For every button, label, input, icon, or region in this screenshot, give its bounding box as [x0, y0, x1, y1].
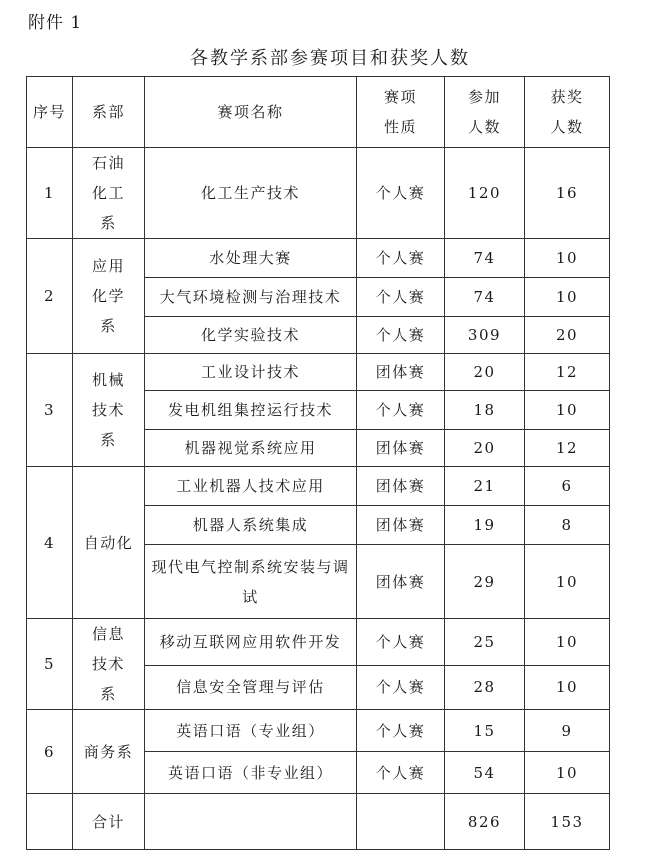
cell-event: 水处理大赛	[145, 239, 357, 278]
table-row	[27, 619, 610, 666]
cell-winners: 20	[525, 317, 610, 354]
cell-event: 信息安全管理与评估	[145, 665, 357, 709]
header-seq: 序号	[27, 77, 73, 148]
cell-event: 移动互联网应用软件开发	[145, 619, 357, 666]
cell-event: 机器视觉系统应用	[145, 430, 357, 467]
cell-participants: 20	[445, 354, 525, 391]
cell-dept: 信息技术系	[73, 619, 145, 710]
cell-participants: 20	[445, 430, 525, 467]
total-row	[27, 794, 610, 850]
cell-nature: 个人赛	[357, 710, 445, 752]
cell-nature: 个人赛	[357, 665, 445, 709]
cell-participants: 309	[445, 317, 525, 354]
cell-dept: 应用化学系	[73, 239, 145, 354]
cell-winners: 10	[525, 752, 610, 794]
cell-empty	[27, 794, 73, 850]
cell-participants: 25	[445, 619, 525, 666]
table-row	[27, 239, 610, 278]
header-nature: 赛项性质	[357, 77, 445, 148]
cell-winners: 6	[525, 467, 610, 506]
cell-nature: 团体赛	[357, 354, 445, 391]
cell-participants: 18	[445, 391, 525, 430]
cell-winners: 12	[525, 430, 610, 467]
cell-event: 英语口语（非专业组）	[145, 752, 357, 794]
header-winners: 获奖人数	[525, 77, 610, 148]
cell-event: 化学实验技术	[145, 317, 357, 354]
cell-participants: 21	[445, 467, 525, 506]
cell-participants: 15	[445, 710, 525, 752]
cell-dept: 石油化工系	[73, 148, 145, 239]
cell-empty	[145, 794, 357, 850]
cell-participants: 54	[445, 752, 525, 794]
cell-participants: 28	[445, 665, 525, 709]
cell-dept: 商务系	[73, 710, 145, 794]
cell-seq: 2	[27, 239, 73, 354]
cell-seq: 1	[27, 148, 73, 239]
table-body	[27, 148, 610, 850]
cell-nature: 个人赛	[357, 278, 445, 317]
cell-winners: 10	[525, 278, 610, 317]
header-event: 赛项名称	[145, 77, 357, 148]
cell-seq: 5	[27, 619, 73, 710]
results-table	[26, 76, 610, 850]
total-label: 合计	[73, 794, 145, 850]
table-row	[27, 467, 610, 506]
cell-winners: 12	[525, 354, 610, 391]
cell-event: 大气环境检测与治理技术	[145, 278, 357, 317]
cell-nature: 个人赛	[357, 317, 445, 354]
table-row	[27, 710, 610, 752]
header-dept: 系部	[73, 77, 145, 148]
attachment-label: 附件 1	[28, 13, 83, 33]
cell-seq: 3	[27, 354, 73, 467]
cell-winners: 10	[525, 391, 610, 430]
cell-nature: 个人赛	[357, 752, 445, 794]
cell-seq: 4	[27, 467, 73, 619]
cell-participants: 29	[445, 545, 525, 619]
document-title: 各教学系部参赛项目和获奖人数	[190, 48, 470, 69]
cell-winners: 8	[525, 506, 610, 545]
cell-nature: 个人赛	[357, 239, 445, 278]
cell-winners: 10	[525, 665, 610, 709]
cell-winners: 10	[525, 239, 610, 278]
cell-event: 工业设计技术	[145, 354, 357, 391]
table-row	[27, 354, 610, 391]
cell-winners: 10	[525, 619, 610, 666]
cell-participants: 19	[445, 506, 525, 545]
cell-seq: 6	[27, 710, 73, 794]
cell-event: 英语口语（专业组）	[145, 710, 357, 752]
header-row	[27, 77, 610, 148]
cell-event: 工业机器人技术应用	[145, 467, 357, 506]
cell-nature: 团体赛	[357, 545, 445, 619]
cell-nature: 个人赛	[357, 619, 445, 666]
cell-participants: 74	[445, 278, 525, 317]
cell-nature: 个人赛	[357, 148, 445, 239]
cell-nature: 团体赛	[357, 506, 445, 545]
cell-nature: 个人赛	[357, 391, 445, 430]
cell-participants: 74	[445, 239, 525, 278]
table-row	[27, 148, 610, 239]
cell-event: 发电机组集控运行技术	[145, 391, 357, 430]
cell-nature: 团体赛	[357, 430, 445, 467]
cell-empty	[357, 794, 445, 850]
total-participants: 826	[445, 794, 525, 850]
cell-winners: 9	[525, 710, 610, 752]
cell-event: 现代电气控制系统安装与调试	[145, 545, 357, 619]
cell-winners: 10	[525, 545, 610, 619]
cell-event: 机器人系统集成	[145, 506, 357, 545]
cell-event: 化工生产技术	[145, 148, 357, 239]
cell-dept: 自动化	[73, 467, 145, 619]
cell-winners: 16	[525, 148, 610, 239]
cell-nature: 团体赛	[357, 467, 445, 506]
cell-dept: 机械技术系	[73, 354, 145, 467]
cell-participants: 120	[445, 148, 525, 239]
total-winners: 153	[525, 794, 610, 850]
header-participants: 参加人数	[445, 77, 525, 148]
